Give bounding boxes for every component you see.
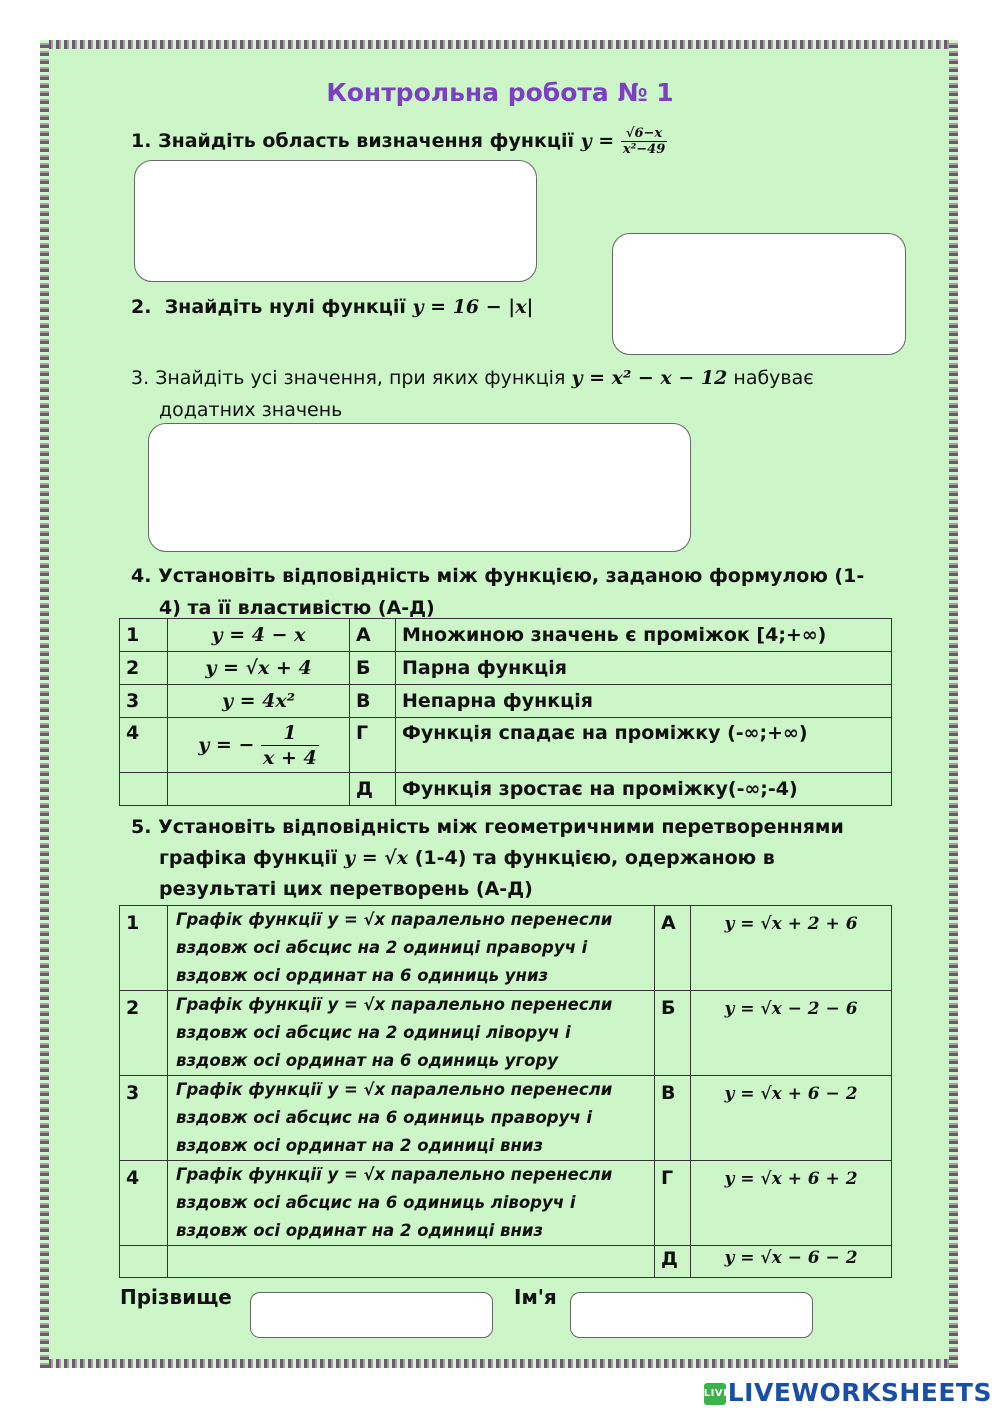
table-row	[120, 1076, 892, 1161]
description-line: вздовж осі абсцис на 2 одиниці ліворуч і	[176, 1023, 571, 1042]
question-5-formula: y = √x	[344, 847, 409, 869]
question-1-denominator: x²−49	[622, 142, 666, 157]
question-1-formula-lhs: y =	[580, 130, 615, 152]
liveworksheets-logo	[704, 1378, 992, 1407]
description-line: Графік функції y = √x паралельно перенесли	[176, 910, 613, 929]
description-line: Графік функції y = √x паралельно перенесли	[176, 995, 613, 1014]
function-formula: y = 4x²	[168, 685, 350, 718]
decorative-border-right	[949, 40, 958, 1368]
answer-letter: А	[655, 906, 691, 991]
fraction-denominator: x + 4	[263, 746, 317, 769]
answer-letter: Д	[655, 1246, 691, 1278]
table-row	[120, 991, 892, 1076]
surname-label: Прізвище	[120, 1285, 232, 1309]
function-formula	[168, 718, 350, 773]
question-3	[131, 362, 911, 426]
function-formula	[168, 773, 350, 806]
property-letter: Б	[350, 652, 396, 685]
property-text: Множиною значень є проміжок [4;+∞)	[396, 619, 892, 652]
transformation-description	[168, 906, 655, 991]
table-row	[120, 1246, 892, 1278]
question-1-numerator: √6−x	[621, 126, 667, 142]
function-formula: y = √x + 4	[168, 652, 350, 685]
property-text: Функція спадає на проміжку (-∞;+∞)	[396, 718, 892, 773]
question-3-text: Знайдіть усі значення, при яких функція	[155, 367, 566, 389]
question-3-number: 3.	[131, 367, 150, 389]
answer-box-2[interactable]	[612, 233, 906, 355]
answer-letter: Г	[655, 1161, 691, 1246]
property-text: Функція зростає на проміжку(-∞;-4)	[396, 773, 892, 806]
property-letter: Д	[350, 773, 396, 806]
answer-letter: Б	[655, 991, 691, 1076]
name-label: Ім'я	[514, 1285, 557, 1309]
function-formula: y = 4 − x	[168, 619, 350, 652]
page-title: Контрольна робота № 1	[326, 78, 674, 107]
description-line: вздовж осі абсцис на 2 одиниці праворуч і	[176, 938, 588, 957]
row-number: 4	[120, 1161, 168, 1246]
question-3-text-after: набуває	[733, 367, 814, 389]
decorative-border-top	[40, 40, 958, 49]
answer-box-1[interactable]	[134, 160, 537, 282]
transformation-description	[168, 1246, 655, 1278]
result-formula: y = √x + 2 + 6	[691, 906, 892, 991]
description-line: Графік функції y = √x паралельно перенесли	[176, 1080, 613, 1099]
row-number: 3	[120, 1076, 168, 1161]
question-4	[131, 560, 921, 624]
table-row	[120, 773, 892, 806]
question-2-formula: y = 16 − |x|	[412, 296, 534, 318]
description-line: Графік функції y = √x паралельно перенесли	[176, 1165, 613, 1184]
question-5	[131, 812, 921, 905]
transformation-description	[168, 1076, 655, 1161]
result-formula: y = √x − 2 − 6	[691, 991, 892, 1076]
property-text: Парна функція	[396, 652, 892, 685]
table-row	[120, 652, 892, 685]
question-2-text: Знайдіть нулі функції	[164, 296, 406, 318]
description-line: вздовж осі абсцис на 6 одиниць ліворуч і	[176, 1193, 576, 1212]
description-line: вздовж осі абсцис на 6 одиниць праворуч і	[176, 1108, 593, 1127]
result-formula: y = √x − 6 − 2	[691, 1246, 892, 1278]
table-row	[120, 718, 892, 773]
question-3-formula: y = x² − x − 12	[571, 367, 728, 389]
question-2	[131, 296, 533, 318]
property-letter: Г	[350, 718, 396, 773]
question-3-text-line2: додатних значень	[159, 399, 343, 421]
description-line: вздовж осі ординат на 6 одиниць униз	[176, 966, 549, 985]
description-line: вздовж осі ординат на 2 одиниці вниз	[176, 1136, 543, 1155]
question-5-table	[119, 905, 892, 1278]
question-5-text-line2b: (1-4) та функцією, одержаною в	[414, 847, 775, 869]
logo-badge-icon: LIVE	[704, 1383, 726, 1405]
row-number	[120, 1246, 168, 1278]
question-4-text-line1: Установіть відповідність між функцією, заданою формулою (1-	[158, 565, 865, 587]
row-number: 2	[120, 991, 168, 1076]
question-1-fraction	[621, 126, 667, 157]
property-letter: В	[350, 685, 396, 718]
row-number: 4	[120, 718, 168, 773]
name-input[interactable]	[570, 1292, 813, 1338]
decorative-border-bottom	[40, 1359, 958, 1368]
result-formula: y = √x + 6 − 2	[691, 1076, 892, 1161]
table-row	[120, 619, 892, 652]
fraction	[261, 721, 319, 770]
row-number: 3	[120, 685, 168, 718]
question-1-text: Знайдіть область визначення функції	[158, 130, 574, 152]
question-4-number: 4.	[131, 565, 152, 587]
fraction-numerator: 1	[261, 721, 319, 746]
table-row	[120, 1161, 892, 1246]
row-number: 1	[120, 906, 168, 991]
question-5-text-line1: Установіть відповідність між геометричними перетвореннями	[158, 816, 844, 838]
logo-text: LIVEWORKSHEETS	[727, 1378, 992, 1407]
question-5-number: 5.	[131, 816, 152, 838]
transformation-description	[168, 991, 655, 1076]
property-letter: А	[350, 619, 396, 652]
description-line: вздовж осі ординат на 6 одиниць угору	[176, 1051, 559, 1070]
question-1-number: 1.	[131, 130, 152, 152]
question-1	[131, 126, 667, 157]
row-number	[120, 773, 168, 806]
answer-letter: В	[655, 1076, 691, 1161]
description-line: вздовж осі ординат на 2 одиниці вниз	[176, 1221, 543, 1240]
row-number: 2	[120, 652, 168, 685]
row-number: 1	[120, 619, 168, 652]
question-5-text-line3: результаті цих перетворень (А-Д)	[159, 878, 533, 900]
property-text: Непарна функція	[396, 685, 892, 718]
table-row	[120, 906, 892, 991]
fraction-lhs: y = −	[198, 733, 255, 756]
table-row	[120, 685, 892, 718]
answer-box-3[interactable]	[148, 423, 691, 552]
surname-input[interactable]	[250, 1292, 493, 1338]
question-2-number: 2.	[131, 296, 152, 318]
question-5-text-line2a: графіка функції	[159, 847, 338, 869]
transformation-description	[168, 1161, 655, 1246]
decorative-border-left	[40, 40, 49, 1368]
result-formula: y = √x + 6 + 2	[691, 1161, 892, 1246]
question-4-text-line2: 4) та її властивістю (А-Д)	[159, 597, 435, 619]
question-4-table	[119, 618, 892, 806]
